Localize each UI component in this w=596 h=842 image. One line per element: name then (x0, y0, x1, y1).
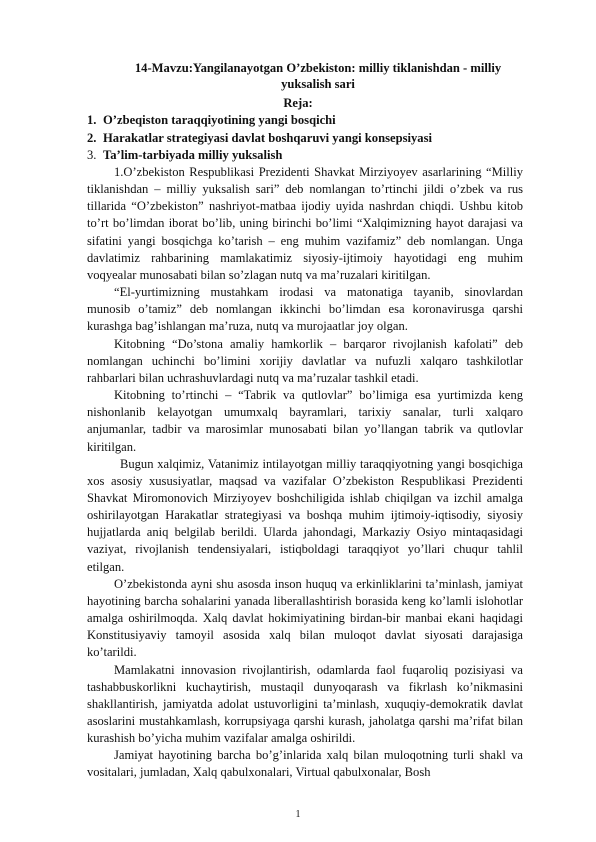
body-paragraph: Kitobning “Do’stona amaliy hamkorlik – barqaror rivojlanish kafolati” deb nomlangan uchinchi bo’limini xorijiy davlatlar va nufuzli xalqaro tashkilotlar rahbarlari bilan uchrashuvlardagi nutq va ma’ruzalar tashkil etadi. (87, 336, 523, 385)
plan-item-text: Ta’lim-tarbiyada milliy yuksalish (103, 148, 283, 162)
body-paragraph: 1.O’zbekiston Respublikasi Prezidenti Shavkat Mirziyoyev asarlarining “Milliy tiklanishdan – milliy yuksalish sari” deb nomlangan to’rtinchi jildi o’zbek va rus tillarida “O’zbekiston” nashriyot-matbaa ijodiy uyida nashrdan chiqdi. Ushbu kitob to’rt bo’limdan iborat bo’lib, uning birinchi bo’limi “Xalqimizning hayot darajasi va sifatini yangi bosqichga ko’tarish – eng muhim vazifamiz” deb nomlangan. Unga davlatimiz rahbarining mamlakatimiz siyosiy-ijtimoiy hayotidagi eng muhim voqyealar munosabati bilan so’zlagan nutq va ma’ruzalari kiritilgan. (87, 165, 523, 282)
document-title: 14-Mavzu:Yangilanayotgan O’zbekiston: milliy tiklanishdan - milliy yuksalish sari (134, 61, 502, 91)
body-paragraph: Jamiyat hayotining barcha bo’g’inlarida xalq bilan muloqotning turli shakl va vositalari, jumladan, Xalq qabulxonalari, Virtual qabulxonalar, Bosh (87, 748, 523, 780)
document-body (87, 164, 523, 782)
body-paragraph: Kitobning to’rtinchi – “Tabrik va qutlovlar” bo’limiga esa yurtimizda keng nishonlanib kelayotgan umumxalq bayramlari, tarixiy sanalar, turli xalqaro anjumanlar, tadbir va marosimlar munosabati bilan yo’llangan tabrik va qutlovlar kiritilgan. (87, 388, 523, 454)
page-number: 1 (295, 809, 301, 820)
body-paragraph: “El-yurtimizning mustahkam irodasi va matonatiga tayanib, sinovlardan munosib o’tamiz” deb nomlangan ikkinchi bo’limdan esa koronavirusga qarshi kurashga bag’ishlangan ma’ruza, nutq va murojaatlar joy olgan. (87, 285, 523, 334)
plan-heading: Reja: (283, 96, 313, 110)
plan-item-number: 1. (87, 113, 97, 127)
plan-item-number: 3. (87, 148, 97, 162)
plan-item (87, 130, 527, 148)
plan-item-text: O’zbeqiston taraqqiyotining yangi bosqichi (103, 113, 336, 127)
body-paragraph: Mamlakatni innovasion rivojlantirish, odamlarda faol fuqaroliq pozisiyasi va tashabbuskorlikni kuchaytirish, mustaqil dunyoqarash va fikrlash ko’nikmasini shakllantirish, jamiyatda adolat ustuvorligini ta’minlash, xuquqiy-demokratik davlat asoslarini mustahkamlash, korrupsiyaga qarshi kurash, jaholatga qarshi ma’rifat bilan kurashish bo’yicha muhim vazifalar amalga oshirildi. (87, 662, 523, 746)
plan-item (87, 147, 527, 165)
body-paragraph: O’zbekistonda ayni shu asosda inson huquq va erkinliklarini ta’minlash, jamiyat hayotining barcha sohalarini yanada liberallashtirish borasida keng ko’lamli islohotlar amalga oshirilmoqda. Xalq davlat hokimiyatining birdan-bir manbai ekani haqidagi Konstitusiyaviy tamoyil asosida xalq bilan muloqot davlat siyosati darajasiga ko’tarildi. (87, 576, 523, 660)
plan-list (87, 112, 527, 165)
plan-item (87, 112, 527, 130)
body-paragraph: Bugun xalqimiz, Vatanimiz intilayotgan milliy taraqqiyotning yangi bosqichiga xos asosiy xususiyatlar, maqsad va vazifalar O’zbekiston Respublikasi Prezidenti Shavkat Miromonovich Mirziyoyev boshchiligida ishlab chiqilgan va izchil amalga oshirilayotgan Harakatlar strategiyasi va boshqa muhim ijtimoiy-iqtisodiy, siyosiy hujjatlarda aniq belgilab berildi. Ularda jahondagi, Markaziy Osiyo mintaqasidagi vaziyat, rivojlanish tendensiyalari, istiqboldagi taraqqiyot yo’llari chuqur tahlil etilgan. (87, 456, 523, 574)
plan-item-number: 2. (87, 130, 97, 145)
plan-item-text: Harakatlar strategiyasi davlat boshqaruvi yangi konsepsiyasi (103, 130, 432, 145)
